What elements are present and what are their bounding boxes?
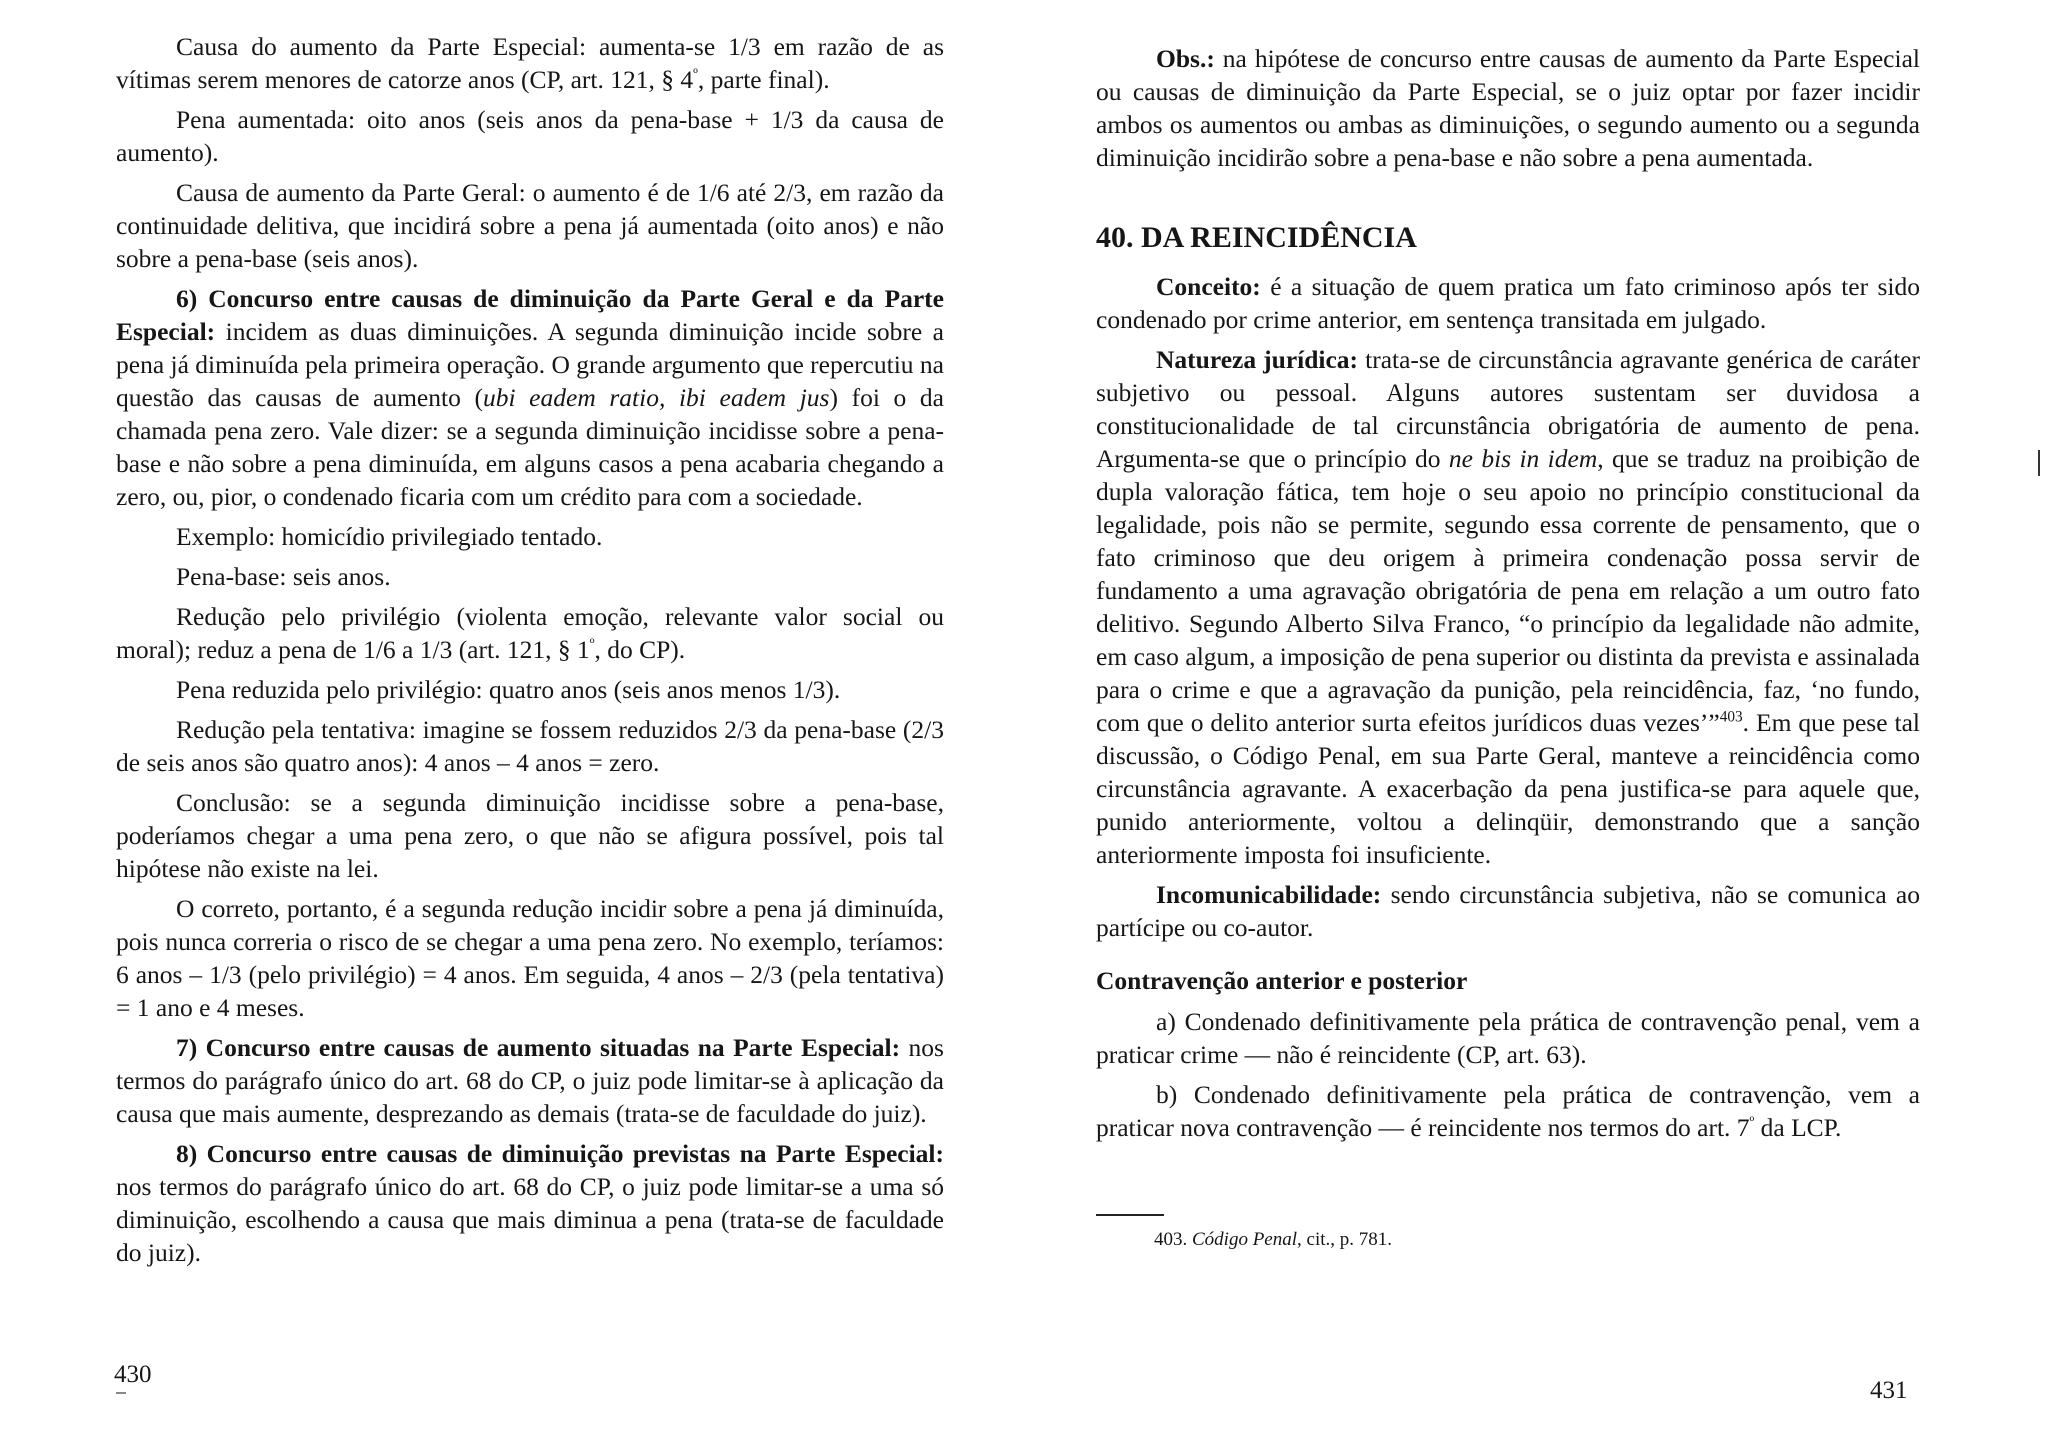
text-run: Pena-base: seis anos. [176, 562, 391, 591]
right-text-column [1096, 42, 1920, 1259]
left-text-column [116, 30, 944, 1276]
text-run: . Em que pese tal discussão, o Código Penal, em sua Parte Geral, manteve a reincidência como circunstância agravante. A exacerbação da pena justifica-se para aquele que, punido anteriormente, voltou a delinqüir, demonstrando que a sanção anteriormente imposta foi insuficiente. [1096, 708, 1920, 869]
text-run: Exemplo: homicídio privilegiado tentado. [176, 522, 603, 551]
paragraph [116, 282, 944, 513]
paragraph [116, 673, 944, 706]
text-run: , parte final). [697, 65, 830, 94]
margin-mark [2038, 450, 2040, 476]
paragraph [1096, 343, 1920, 871]
superscript: º [1749, 1113, 1755, 1131]
text-run: Redução pelo privilégio (violenta emoção, relevante valor social ou moral); reduz a pena de 1/6 a 1/3 (art. 121, § 1 [116, 602, 944, 664]
text-run: Redução pela tentativa: imagine se fossem reduzidos 2/3 da pena-base (2/3 de seis anos são quatro anos): 4 anos – 4 anos = zero. [116, 715, 944, 777]
list-item [1096, 1005, 1920, 1071]
superscript: º [693, 65, 698, 83]
text-run: O correto, portanto, é a segunda redução incidir sobre a pena já diminuída, pois nunca correria o risco de se chegar a uma pena zero. No exemplo, teríamos: 6 anos – 1/3 (pelo privilégio) = 4 anos. Em seguida, 4 anos – 2/3 (pela tentativa) = 1 ano e 4 meses. [116, 894, 944, 1022]
paragraph [116, 713, 944, 779]
text-run: a) Condenado definitivamente pela prática de contravenção penal, vem a praticar crime — não é reincidente (CP, art. 63). [1096, 1007, 1920, 1069]
text-run: Conclusão: se a segunda diminuição incidisse sobre a pena-base, poderíamos chegar a uma pena zero, o que não se afigura possível, pois tal hipótese não existe na lei. [116, 788, 944, 883]
text-run: sendo circunstância subjetiva, não se comunica ao partícipe ou co-autor. [1096, 880, 1920, 942]
right-page [1024, 0, 2048, 1432]
paragraph [1096, 270, 1920, 336]
text-run: nos termos do parágrafo único do art. 68 do CP, o juiz pode limitar-se a uma só diminuição, escolhendo a causa que mais diminua a pena (trata-se de faculdade do juiz). [116, 1172, 944, 1267]
text-run: na hipótese de concurso entre causas de aumento da Parte Especial ou causas de diminuição da Parte Especial, se o juiz optar por fazer incidir ambos os aumentos ou ambas as diminuições, o segundo aumento ou a segunda diminuição incidirão sobre a pena-base e não sobre a pena aumentada. [1096, 44, 1920, 172]
bold-lead: 7) Concurso entre causas de aumento situadas na Parte Especial: [176, 1033, 901, 1062]
bold-lead: Conceito: [1156, 272, 1261, 301]
paragraph [116, 786, 944, 885]
paragraph [1096, 878, 1920, 944]
text-run: é a situação de quem pratica um fato criminoso após ter sido condenado por crime anterior, em sentença transitada em julgado. [1096, 272, 1920, 334]
paragraph [116, 892, 944, 1024]
text-run: , do CP). [594, 635, 686, 664]
list-item [1096, 1078, 1920, 1144]
paragraph [116, 600, 944, 666]
bold-lead: Incomunicabilidade: [1156, 880, 1382, 909]
text-run: trata-se de circunstância agravante genérica de caráter subjetivo ou pessoal. Alguns autores sustentam ser duvidosa a constitucionalidade de tal circunstância obrigatória de aumento de pena. Argumenta-se que o princípio do [1096, 345, 1920, 473]
paragraph [116, 1031, 944, 1130]
paragraph [116, 30, 944, 96]
obs-paragraph [1096, 42, 1920, 174]
italic-text: ubi eadem ratio, ibi eadem jus [482, 383, 830, 412]
paragraph [116, 560, 944, 593]
italic-text: ne bis in idem [1448, 444, 1598, 473]
text-run: Pena aumentada: oito anos (seis anos da pena-base + 1/3 da causa de aumento). [116, 105, 944, 167]
footnote-rule [1096, 1214, 1164, 1216]
paragraph [116, 176, 944, 275]
text-run: , cit., p. 781. [1297, 1229, 1393, 1250]
footnote [1154, 1228, 1920, 1252]
bold-lead: 8) Concurso entre causas de diminuição previstas na Parte Especial: [176, 1139, 944, 1168]
text-run: 403. [1154, 1229, 1192, 1250]
bold-lead: 6) Concurso entre causas de diminuição da Parte Geral e da Parte Especial: [116, 284, 944, 346]
bold-lead: Obs.: [1156, 44, 1215, 73]
text-run: b) Condenado definitivamente pela prática de contravenção, vem a praticar nova contravenção — é reincidente nos termos do art. 7 [1096, 1080, 1920, 1142]
paragraph [116, 103, 944, 169]
text-run: nos termos do parágrafo único do art. 68 do CP, o juiz pode limitar-se à aplicação da causa que mais aumente, desprezando as demais (trata-se de faculdade do juiz). [116, 1033, 944, 1128]
text-run: ) foi o da chamada pena zero. Vale dizer: se a segunda diminuição incidisse sobre a pena-base e não sobre a pena diminuída, em alguns casos a pena acabaria chegando a zero, ou, pior, o condenado ficaria com um crédito para com a sociedade. [116, 383, 944, 511]
superscript: º [589, 635, 595, 653]
italic-text: Código Penal [1192, 1229, 1298, 1250]
bold-lead: Natureza jurídica: [1156, 345, 1359, 374]
page-number-right: 431 [1870, 1377, 1908, 1404]
paragraph [116, 1137, 944, 1269]
text-run: , que se traduz na proibição de dupla valoração fática, tem hoje o seu apoio no princípio constitucional da legalidade, pois não se permite, segundo essa corrente de pensamento, que o fato criminoso que deu origem à primeira condenação possa servir de fundamento a uma agravação obrigatória de pena em relação a um outro fato delitivo. Segundo Alberto Silva Franco, “o princípio da legalidade não admite, em caso algum, a imposição de pena superior ou distinta da prevista e assinalada para o crime e que a agravação da punição, pela reincidência, faz, ‘no fundo, com que o delito anterior surta efeitos jurídicos duas vezes’” [1096, 444, 1920, 737]
page-number-left: 430 [114, 1361, 152, 1388]
text-run: Pena reduzida pelo privilégio: quatro anos (seis anos menos 1/3). [176, 675, 841, 704]
section-subheading: Contravenção anterior e posterior [1096, 966, 1468, 995]
chapter-title: 40. DA REINCIDÊNCIA [1096, 221, 1417, 254]
text-run: Causa do aumento da Parte Especial: aumenta-se 1/3 em razão de as vítimas serem menores de catorze anos (CP, art. 121, § 4 [116, 32, 944, 94]
scan-mark [116, 1392, 126, 1394]
paragraph [116, 520, 944, 553]
superscript: 403 [1719, 708, 1743, 726]
text-run: da LCP. [1754, 1113, 1842, 1142]
text-run: incidem as duas diminuições. A segunda diminuição incide sobre a pena já diminuída pela primeira operação. O grande argumento que repercutiu na questão das causas de aumento ( [116, 317, 944, 412]
text-run: Causa de aumento da Parte Geral: o aumento é de 1/6 até 2/3, em razão da continuidade delitiva, que incidirá sobre a pena já aumentada (oito anos) e não sobre a pena-base (seis anos). [116, 178, 944, 273]
